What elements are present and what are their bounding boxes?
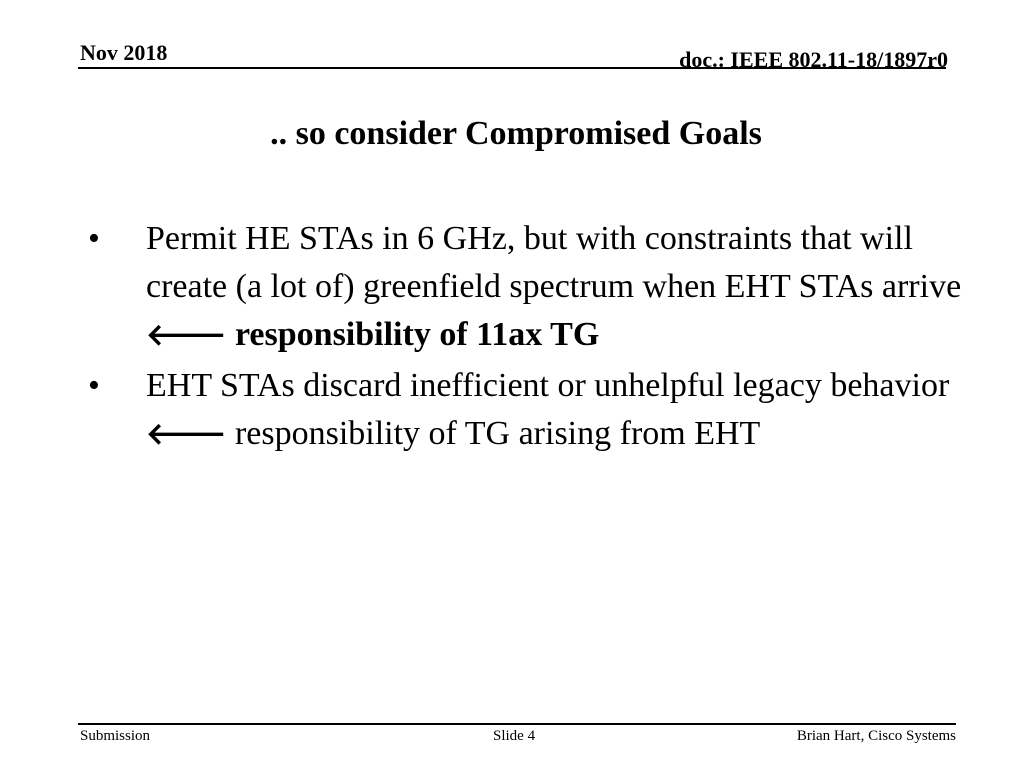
bullet-text-after: responsibility of TG arising from EHT xyxy=(226,415,761,452)
bullet-emphasis: responsibility of 11ax TG xyxy=(226,316,600,353)
header-doc-id: doc.: IEEE 802.11-18/1897r0 xyxy=(679,47,948,72)
left-arrow-icon: 🡐 xyxy=(146,318,227,353)
bullet-item-1 xyxy=(88,215,968,360)
slide-title: .. so consider Compromised Goals xyxy=(270,115,762,152)
bullet-marker: • xyxy=(88,367,100,404)
footer-author: Brian Hart, Cisco Systems xyxy=(796,728,956,744)
header-divider xyxy=(78,67,946,69)
bullet-item-2 xyxy=(88,362,968,459)
bullet-marker: • xyxy=(88,220,100,257)
header-date: Nov 2018 xyxy=(80,40,168,65)
bullet-text: Permit HE STAs in 6 GHz, but with constraints that will create (a lot of) greenfield spectrum when EHT STAs arrive xyxy=(146,220,962,305)
footer-submission: Submission xyxy=(80,728,151,744)
footer-divider xyxy=(78,723,956,725)
footer-slide-number: Slide 4 xyxy=(493,728,536,744)
left-arrow-icon: 🡐 xyxy=(146,417,227,452)
bullet-text: EHT STAs discard inefficient or unhelpful legacy behavior xyxy=(146,367,950,404)
bullet-list xyxy=(88,215,968,461)
